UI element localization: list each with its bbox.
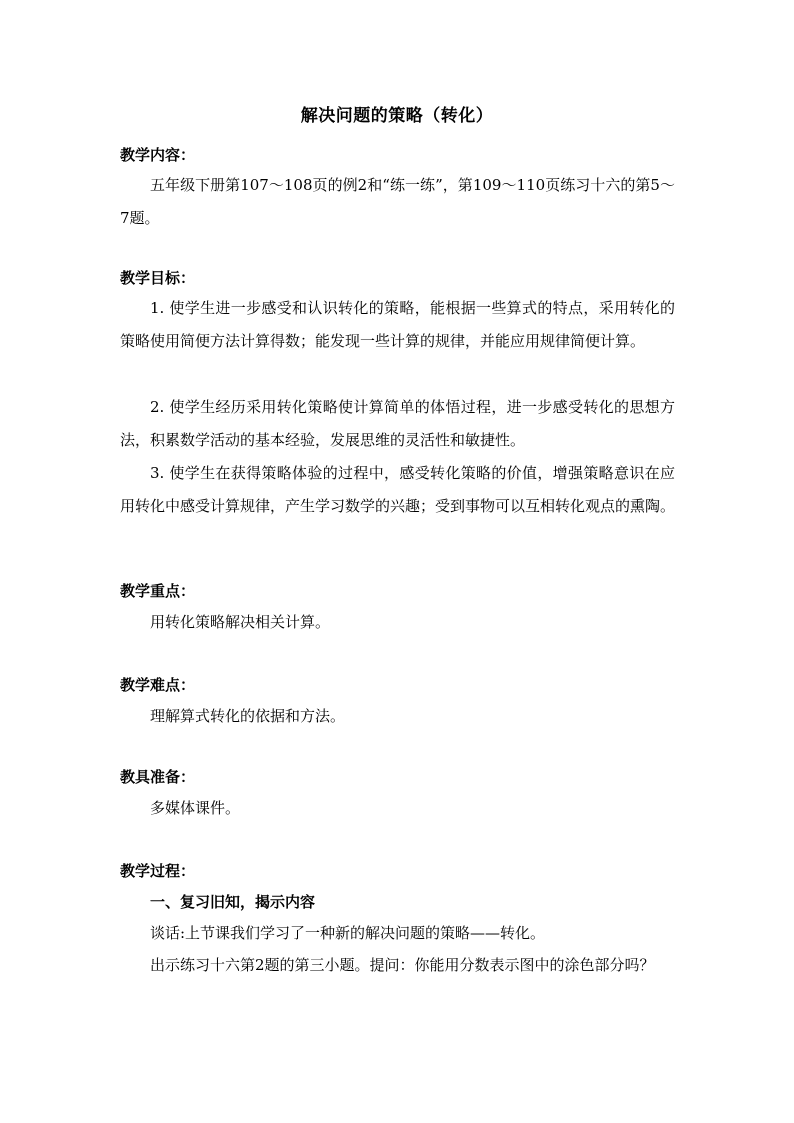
difficulty-text: 理解算式转化的依据和方法。 [150, 707, 346, 725]
objective-item-1: 1. 使学生进一步感受和认识转化的策略，能根据一些算式的特点，采用转化的策略使用简便方法计算得数；能发现一些计算的规律，并能应用规律简便计算。 [120, 299, 675, 350]
objective-item-2: 2. 使学生经历采用转化策略使计算简单的体悟过程，进一步感受转化的思想方法，积累数学活动的基本经验，发展思维的灵活性和敏捷性。 [120, 398, 675, 449]
materials-heading: 教具准备： [120, 768, 196, 786]
process-step1-line2: 出示练习十六第2题的第三小题。提问：你能用分数表示图中的涂色部分吗？ [150, 956, 655, 974]
objective-item-3: 3. 使学生在获得策略体验的过程中，感受转化策略的价值，增强策略意识在应用转化中感受计算规律，产生学习数学的兴趣；受到事物可以互相转化观点的熏陶。 [120, 464, 676, 515]
content-heading: 教学内容： [120, 146, 196, 164]
process-heading: 教学过程： [120, 862, 196, 880]
document-title: 解决问题的策略（转化） [300, 106, 494, 126]
difficulty-heading: 教学难点： [120, 676, 196, 694]
content-text: 五年级下册第107～108页的例2和“练一练”，第109～110页练习十六的第5～7题。 [120, 176, 675, 227]
process-step1-line1: 谈话:上节课我们学习了一种新的解决问题的策略——转化。 [150, 924, 546, 942]
key-point-heading: 教学重点： [120, 582, 196, 600]
process-step1-title: 一、复习旧知，揭示内容 [150, 893, 316, 911]
objectives-heading: 教学目标： [120, 269, 196, 287]
materials-text: 多媒体课件。 [150, 799, 241, 817]
key-point-text: 用转化策略解决相关计算。 [150, 613, 331, 631]
